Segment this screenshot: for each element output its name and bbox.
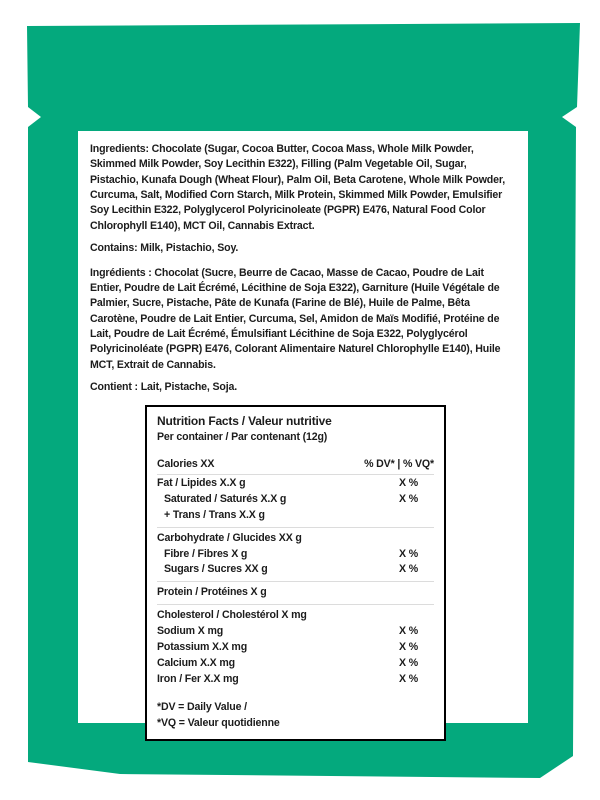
nutrition-row-cholesterol [157,604,434,624]
daily-value-header: % DV* | % VQ* [364,458,434,471]
nutrient-dv-value: X % [399,476,418,489]
nutrition-facts-table [145,405,446,741]
nutrition-row-iron [157,672,434,688]
nutrient-dv-value: X % [399,492,418,505]
nutrient-dv-value: X % [399,656,418,669]
calories-row [157,457,434,475]
nutrient-name: Saturated / Saturés X.X g [164,492,287,505]
nutrient-dv-value: X % [399,547,418,560]
nutrition-row-trans [157,508,434,524]
nutrient-name: Fat / Lipides X.X g [157,476,246,489]
nutrition-row-fat [157,476,434,492]
calories-label: Calories XX [157,458,215,471]
ingredients-label [78,131,528,729]
contains-statement-en: Contains: Milk, Pistachio, Soy. [90,242,239,255]
footnote-vq: *VQ = Valeur quotidienne [157,716,280,729]
footnote-dv: *DV = Daily Value / [157,700,247,713]
nutrition-serving-size: Per container / Par contenant (12g) [157,431,328,444]
nutrient-dv-value: X % [399,563,418,576]
nutrient-name: Potassium X.X mg [157,640,248,653]
nutrition-row-sugars [157,562,434,578]
nutrient-dv-value: X % [399,640,418,653]
nutrition-footnotes [157,700,434,732]
ingredients-text-en: Ingredients: Chocolate (Sugar, Cocoa Butter, Cocoa Mass, Whole Milk Powder, Skimmed Milk Powder, Soy Lecithin E322), Filling (Palm Vegetable Oil, Sugar, Pistachio, Kunafa Dough (Wheat Flour), Palm Oil, Beta Carotene, Whole Milk Powder, Curcuma, Salt, Modified Corn Starch, Milk Protein, Skimmed Milk Powder, Emulsifier Soy Lecithin E322, Polyglycerol Polyricinoleate (PGPR) E476, Natural Food Color Chlorophyll E140), MCT Oil, Cannabis Extract. [90,143,506,232]
nutrient-name: Calcium X.X mg [157,656,235,669]
nutrition-row-saturated [157,492,434,508]
nutrition-row-potassium [157,640,434,656]
nutrient-name: Protein / Protéines X g [157,586,267,599]
nutrient-name: Sugars / Sucres XX g [164,563,268,576]
nutrition-row-fibre [157,547,434,563]
nutrient-name: Fibre / Fibres X g [164,547,248,560]
nutrient-name: Carbohydrate / Glucides XX g [157,531,302,544]
ingredients-text-fr: Ingrédients : Chocolat (Sucre, Beurre de Cacao, Masse de Cacao, Poudre de Lait Entier, Poudre de Lait Écrémé, Lécithine de Soja E322), Garniture (Huile Végétale de Palmier, Sucre, Pistache, Pâte de Kunafa (Farine de Blé), Huile de Palme, Bêta Carotène, Poudre de Lait Entier, Curcuma, Sel, Amidon de Maïs Modifié, Protéine de Lait, Poudre de Lait Écrémé, Émulsifiant Lécithine de Soja E322, Polyglycérol Polyricinoléate (PGPR) E476, Colorant Alimentaire Naturel Chlorophylle E140), Huile MCT, Extrait de Cannabis. [90,266,501,371]
nutrition-row-calcium [157,656,434,672]
nutrition-row-carbohydrate [157,527,434,547]
nutrition-row-protein [157,581,434,601]
nutrient-name: Iron / Fer X.X mg [157,672,239,685]
nutrient-name: Cholesterol / Cholestérol X mg [157,609,307,622]
nutrient-dv-value: X % [399,625,418,638]
nutrient-dv-value: X % [399,672,418,685]
nutrient-name: + Trans / Trans X.X g [164,508,265,521]
contains-statement-fr: Contient : Lait, Pistache, Soja. [90,381,238,394]
nutrition-title: Nutrition Facts / Valeur nutritive [157,414,332,429]
nutrient-name: Sodium X mg [157,625,224,638]
nutrition-row-sodium [157,624,434,640]
